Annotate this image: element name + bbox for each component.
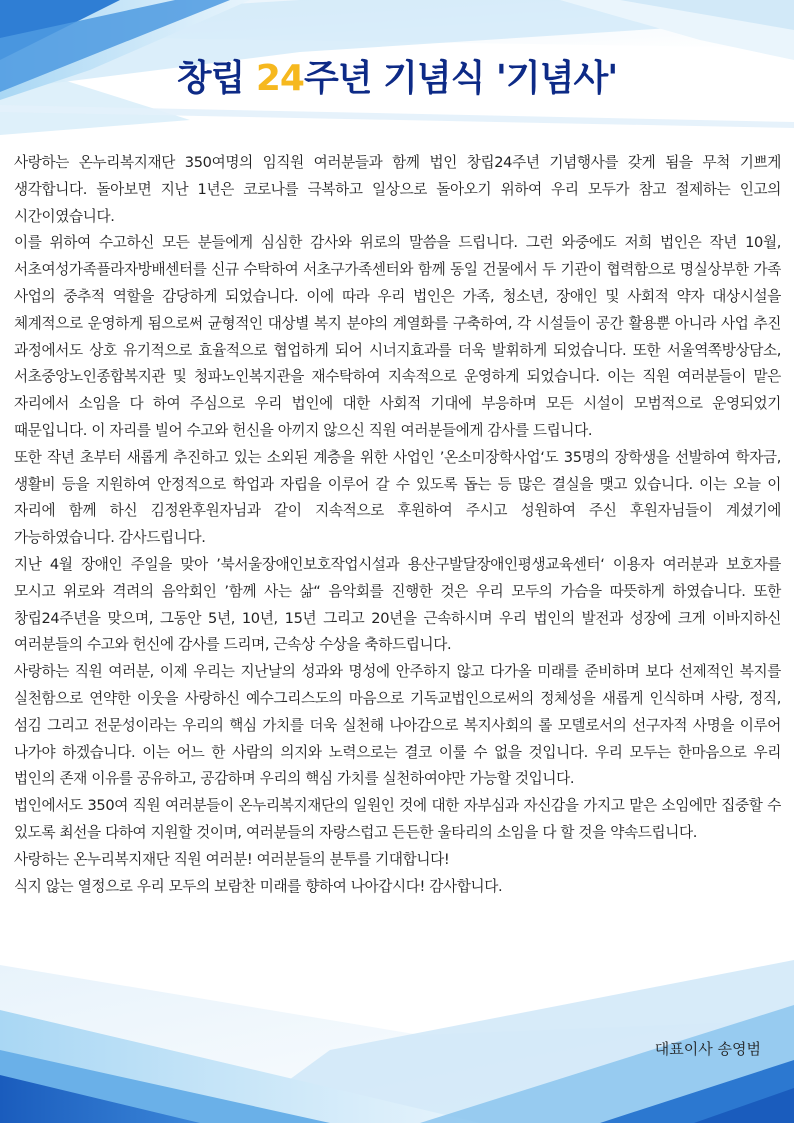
page-title <box>0 50 794 101</box>
paragraph-8: 식지 않는 열정으로 우리 모두의 보람찬 미래를 향하여 나아갑시다! 감사합니다. <box>14 877 503 895</box>
paragraph-4: 지난 4월 장애인 주일을 맞아 ’북서울장애인보호작업시설과 용산구발달장애인평생교육센터‘ 이용자 여러분과 보호자를 모시고 위로와 격려의 음악회인 ’함께 사는 삶“ 음악회를 진행한 것은 우리 모두의 가슴을 따뜻하게 하였습니다. 또한 창립24주년을 맞으며, 그동안 5년, 10년, 15년 그리고 20년을 근속하시며 우리 법인의 발전과 성장에 크게 이바지하신 여러분들의 수고와 헌신에 감사를 드리며, 근속상 수상을 축하드립니다. <box>14 555 781 654</box>
paragraph-3: 또한 작년 초부터 새롭게 추진하고 있는 소외된 계층을 위한 사업인 ’온소미장학사업‘도 35명의 장학생을 선발하여 학자금, 생활비 등을 지원하여 안정적으로 학업과 자립을 이루어 갈 수 있도록 돕는 등 많은 결실을 맺고 있습니다. 이는 오늘 이 자리에 함께 하신 김정완후원자님과 같이 지속적으로 후원하여 주시고 성원하여 주신 후원자님들이 계셨기에 가능하였습니다. 감사드립니다. <box>14 448 781 547</box>
title-suffix: 주년 기념식 '기념사' <box>303 58 618 99</box>
speech-body <box>14 150 781 900</box>
paragraph-2: 이를 위하여 수고하신 모든 분들에게 심심한 감사와 위로의 말씀을 드립니다. 그런 와중에도 저희 법인은 작년 10월, 서초여성가족플라자방배센터를 신규 수탁하여 서초구가족센터와 함께 동일 건물에서 두 기관이 협력함으로 명실상부한 가족 사업의 중추적 역할을 감당하게 되었습니다. 이에 따라 우리 법인은 가족, 청소년, 장애인 및 사회적 약자 대상시설을 체계적으로 운영하게 됨으로써 균형적인 대상별 복지 분야의 계열화를 구축하여, 각 시설들이 공간 활용뿐 아니라 사업 추진 과정에서도 상호 유기적으로 효율적으로 협업하게 되어 시너지효과를 더욱 발휘하게 되었습니다. 또한 서울역쪽방상담소, 서초중앙노인종합복지관 및 청파노인복지관을 재수탁하여 지속적으로 운영하게 되었습니다. 이는 직원 여러분들이 맡은 자리에서 소임을 다 하여 주심으로 우리 법인에 대한 사회적 기대에 부응하며 모든 시설이 모범적으로 운영되었기 때문입니다. 이 자리를 빌어 수고와 헌신을 아끼지 않으신 직원 여러분들에게 감사를 드립니다. <box>14 234 781 439</box>
paragraph-1: 사랑하는 온누리복지재단 350여명의 임직원 여러분들과 함께 법인 창립24주년 기념행사를 갖게 됨을 무척 기쁘게 생각합니다. 돌아보면 지난 1년은 코로나를 극복하고 일상으로 돌아오기 위하여 우리 모두가 참고 절제하는 인고의 시간이였습니다. <box>14 154 781 225</box>
paragraph-5: 사랑하는 직원 여러분, 이제 우리는 지난날의 성과와 명성에 안주하지 않고 다가올 미래를 준비하며 보다 선제적인 복지를 실천함으로 연약한 이웃을 사랑하신 예수그리스도의 마음으로 기독교법인으로써의 정체성을 새롭게 인식하며 사랑, 정직, 섬김 그리고 전문성이라는 우리의 핵심 가치를 더욱 실천해 나아감으로 복지사회의 롤 모델로서의 선구자적 사명을 이루어 나가야 하겠습니다. 이는 어느 한 사람의 의지와 노력으로는 결코 이룰 수 없을 것입니다. 우리 모두는 한마음으로 우리 법인의 존재 이유를 공유하고, 공감하며 우리의 핵심 가치를 실천하여야만 가능할 것입니다. <box>14 663 781 788</box>
signature: 대표이사 송영범 <box>654 1040 761 1058</box>
paragraph-7: 사랑하는 온누리복지재단 직원 여러분! 여러분들의 분투를 기대합니다! <box>14 850 450 868</box>
title-anniversary-number: 24 <box>255 58 304 99</box>
title-prefix: 창립 <box>176 58 256 99</box>
paragraph-6: 법인에서도 350여 직원 여러분들이 온누리복지재단의 일원인 것에 대한 자부심과 자신감을 가지고 맡은 소임에만 집중할 수 있도록 최선을 다하여 지원할 것이며, 여러분들의 자랑스럽고 든든한 울타리의 소임을 다 할 것을 약속드립니다. <box>14 797 781 841</box>
